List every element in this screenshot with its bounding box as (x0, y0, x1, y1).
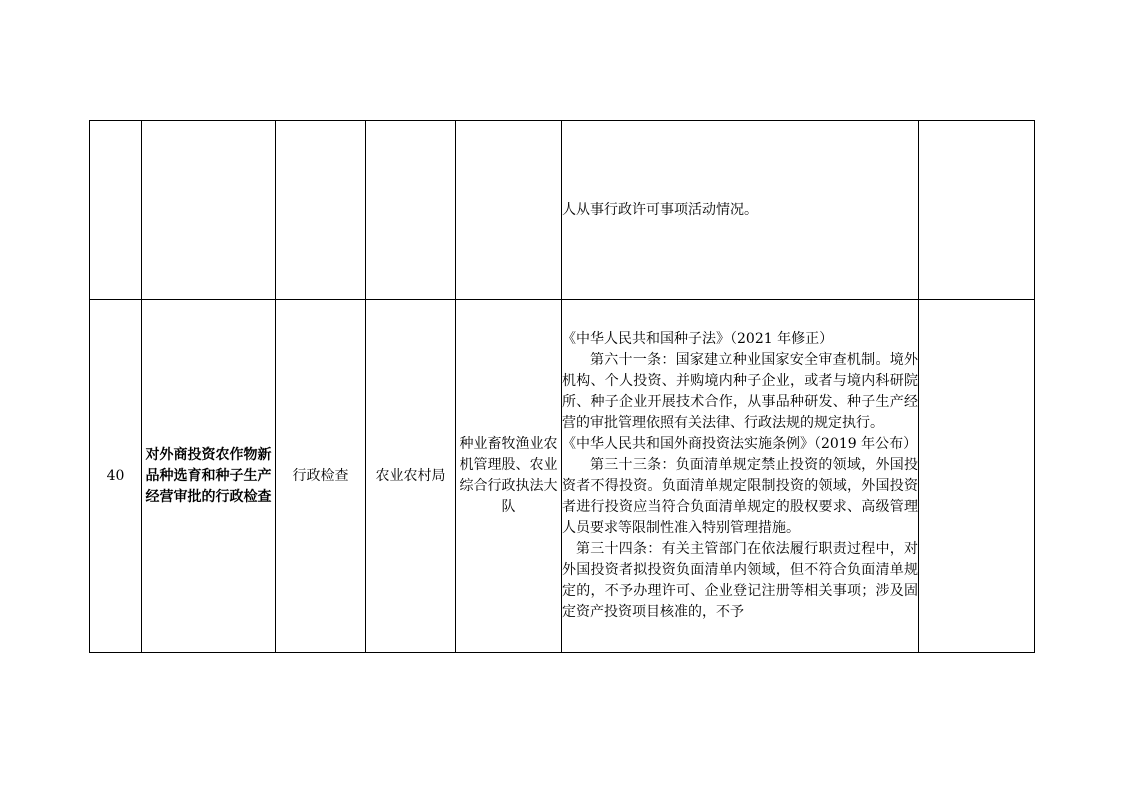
table-row-continued (90, 121, 1035, 300)
remark (919, 300, 1035, 653)
basis-paragraph: 《中华人民共和国外商投资法实施条例》（2019 年公布） (562, 436, 918, 452)
basis-cell (562, 121, 919, 300)
table-row (90, 300, 1035, 653)
remark-cell (919, 121, 1035, 300)
basis-paragraph: 第六十一条：国家建立种业国家安全审查机制。境外机构、个人投资、并购境内种子企业，或者与境内科研院所、种子企业开展技术合作，从事品种研发、种子生产经营的审批管理依照有关法律、行政法规的规定执行。 (562, 352, 918, 431)
basis-paragraph: 第三十三条：负面清单规定禁止投资的领域，外国投资者不得投资。负面清单规定限制投资的领域，外国投资者进行投资应当符合负面清单规定的股权要求、高级管理人员要求等限制性准入特别管理措施。 (562, 457, 918, 536)
item-name: 对外商投资农作物新品种选育和种子生产经营审批的行政检查 (142, 300, 276, 653)
department-cell (456, 121, 562, 300)
item-category: 行政检查 (276, 300, 366, 653)
regulation-table (89, 120, 1035, 653)
legal-basis (562, 300, 919, 653)
agency-name: 农业农村局 (366, 300, 456, 653)
number-cell (90, 121, 142, 300)
department-name: 种业畜牧渔业农机管理股、农业综合行政执法大队 (456, 300, 562, 653)
basis-paragraph: 《中华人民共和国种子法》（2021 年修正） (562, 331, 834, 347)
agency-cell (366, 121, 456, 300)
row-number: 40 (90, 300, 142, 653)
item-name-cell (142, 121, 276, 300)
basis-paragraph: 第三十四条：有关主管部门在依法履行职责过程中，对外国投资者拟投资负面清单内领域，但不符合负面清单规定的，不予办理许可、企业登记注册等相关事项；涉及固定资产投资项目核准的，不予 (562, 541, 918, 620)
basis-paragraph: 人从事行政许可事项活动情况。 (562, 201, 758, 218)
category-cell (276, 121, 366, 300)
